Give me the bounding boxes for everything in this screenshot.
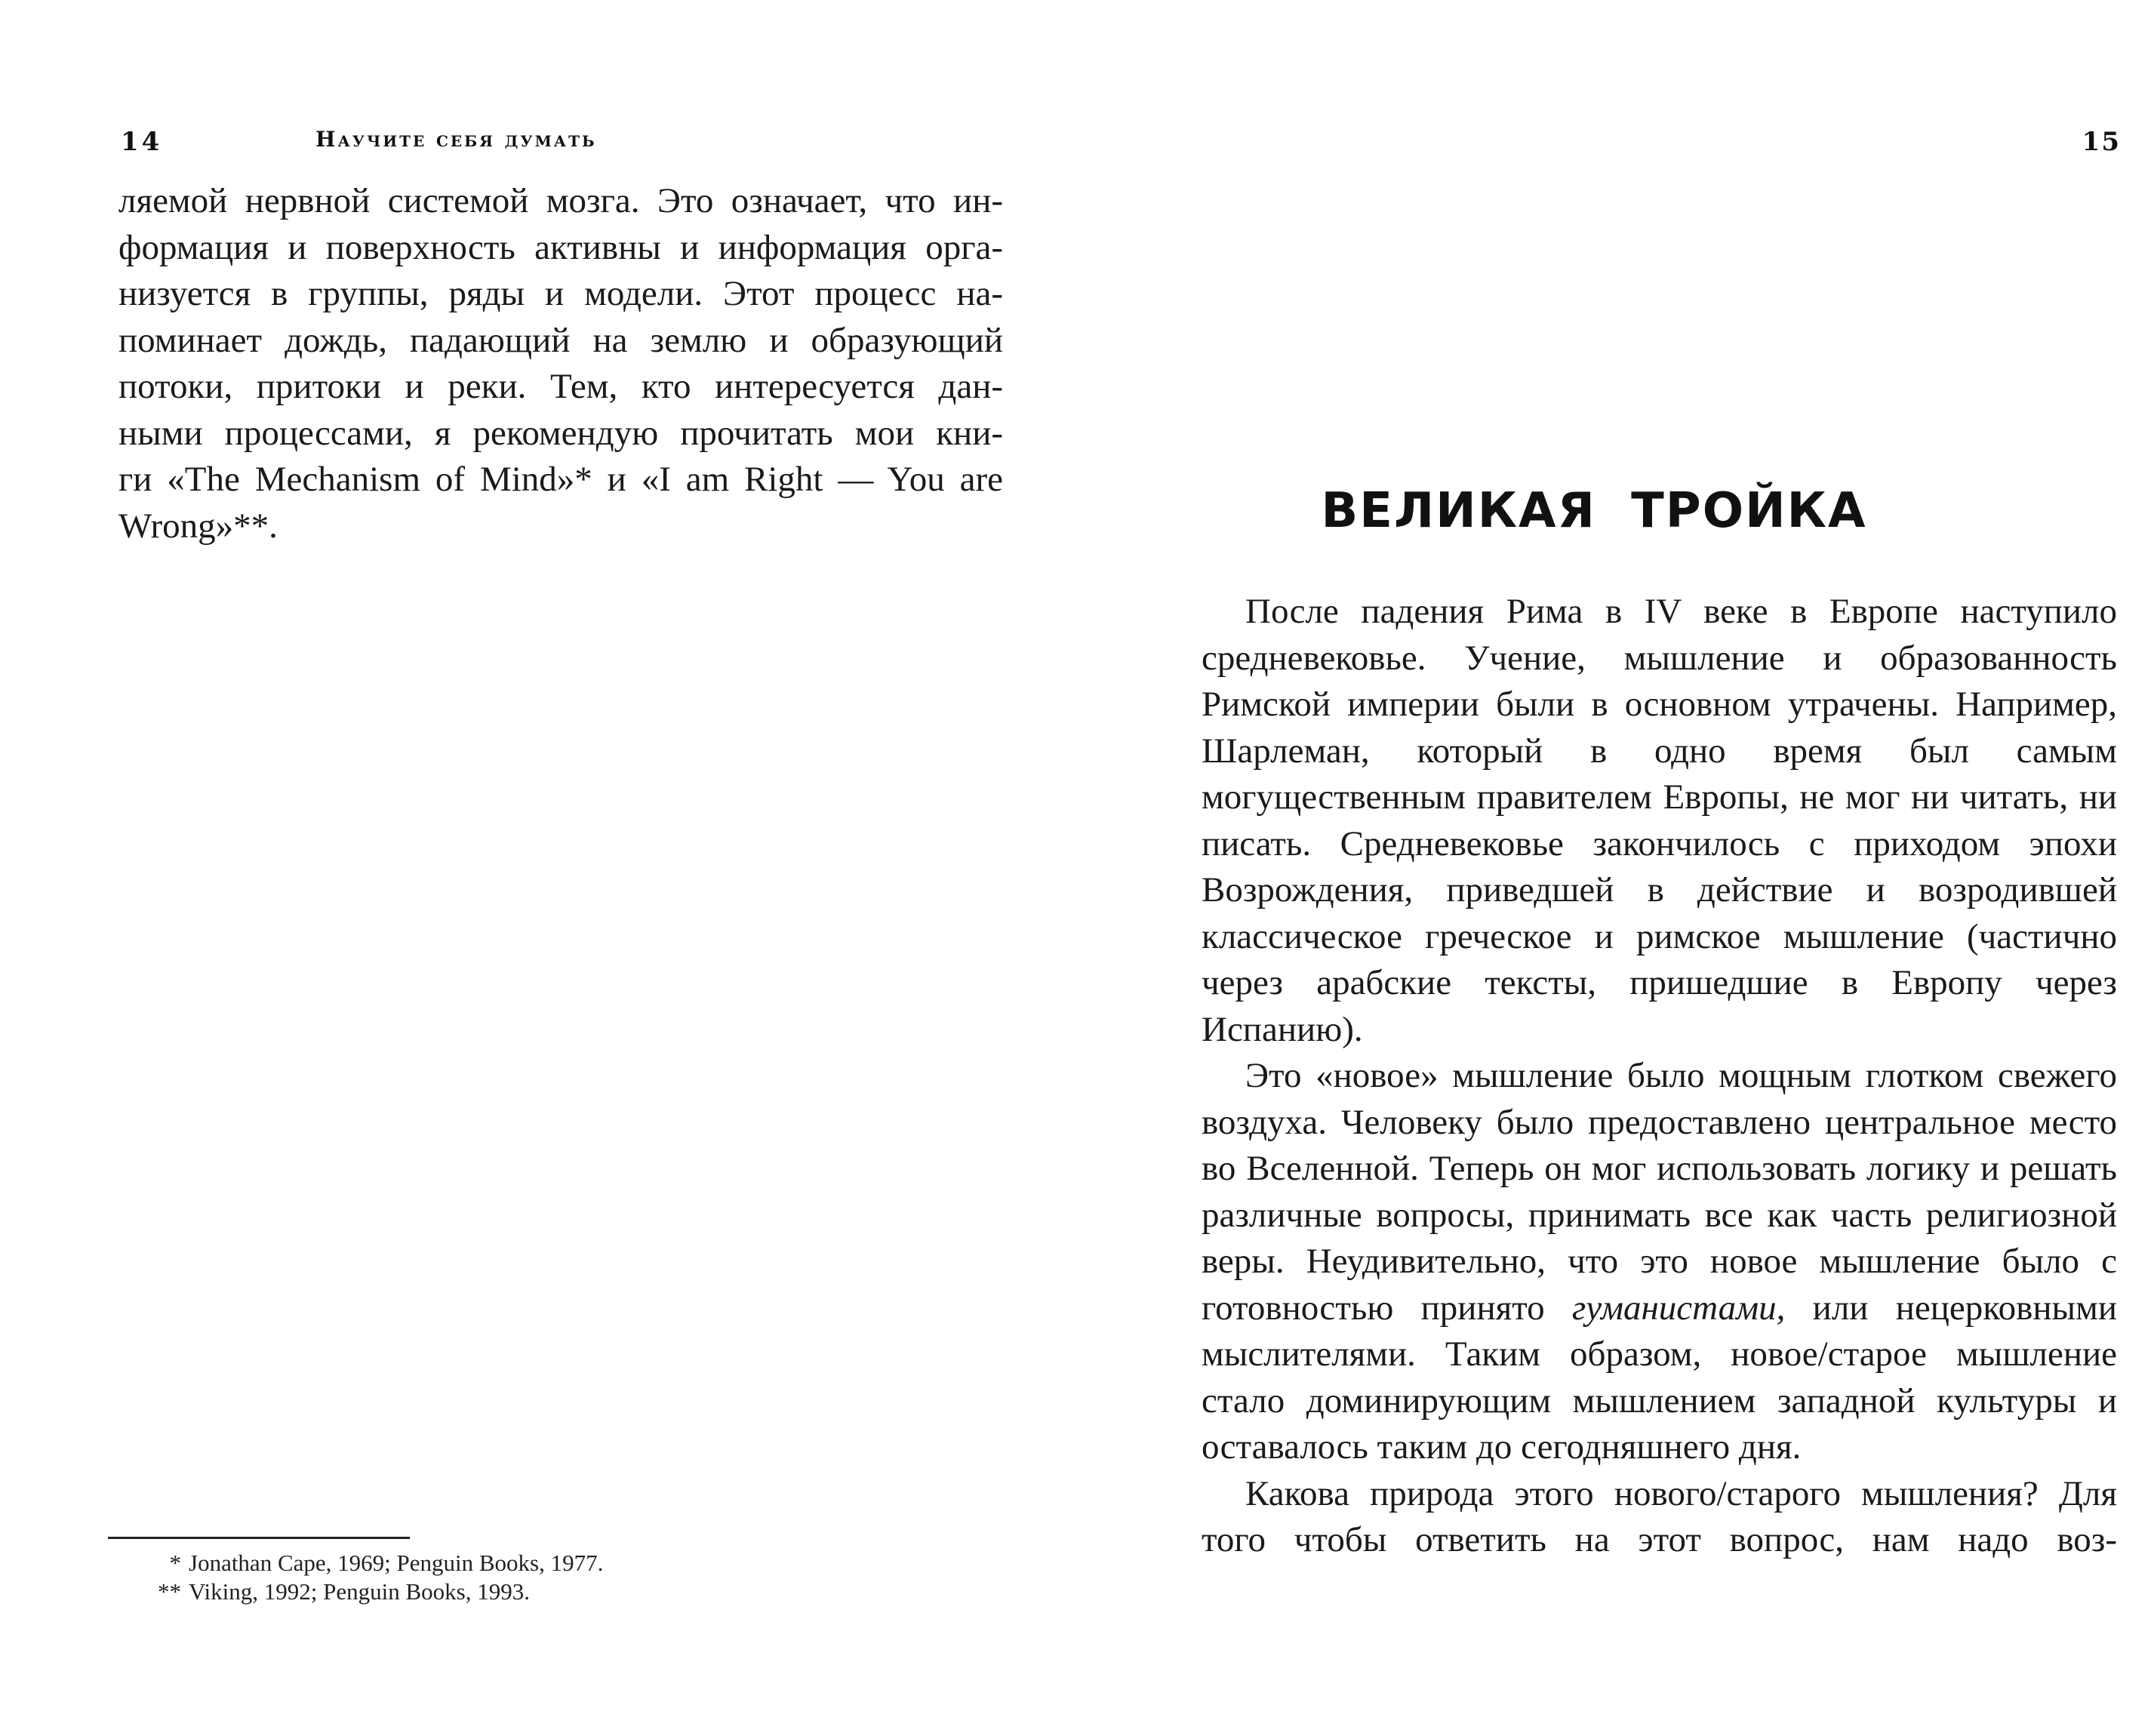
text-line: формация и поверхность активны и информация орга-: [118, 227, 1003, 267]
text-line: Wrong»**.: [118, 506, 278, 546]
page-number-right: 15: [2082, 127, 2121, 157]
footnote-mark: *: [169, 1550, 181, 1576]
text-line: ги «The Mechanism of Mind»* и «I am Right — You are: [118, 460, 1003, 499]
paragraph-3: Какова природа этого нового/старого мышления? Для того чтобы ответить на этот вопрос, нам надо воз-: [1202, 1473, 2117, 1559]
text-line: поминает дождь, падающий на землю и образующий: [118, 320, 1003, 360]
paragraph-2: [1202, 1053, 2117, 1471]
running-title: Научите себя думать: [315, 127, 597, 152]
right-page: [1077, 0, 2154, 1736]
page-number-left: 14: [121, 127, 163, 157]
italic-term: гуманистами,: [1571, 1288, 1786, 1328]
text-line: ляемой нервной системой мозга. Это означает, что ин-: [118, 181, 1003, 220]
left-body-text: [118, 178, 1003, 549]
text-line: низуется в группы, ряды и модели. Этот процесс на-: [118, 274, 1003, 313]
paragraph-2-text-b: или нецерковными мыслителями. Таким образом, новое/старое мышление стало доминирующим мышлением западной культуры и оставалось таким до сегодняшнего дня.: [1202, 1288, 2117, 1467]
chapter-title: ВЕЛИКАЯ ТРОЙКА: [1321, 483, 1867, 539]
paragraph-2-text-a: Это «новое» мышление было мощным глотком свежего воздуха. Человеку было предоставлено центральное место во Вселенной. Теперь он мог использовать логику и решать различные вопросы, принимать все как часть религиозной веры. Неудивительно, что это новое мышление было с готовностью принято: [1202, 1056, 2117, 1328]
footnote-2: [151, 1577, 603, 1606]
text-line: потоки, притоки и реки. Тем, кто интересуется дан-: [118, 367, 1003, 406]
footnote-mark: **: [158, 1578, 181, 1605]
text-line: ными процессами, я рекомендую прочитать мои кни-: [118, 413, 1003, 453]
footnotes: [151, 1549, 603, 1606]
footnote-1: [151, 1549, 603, 1577]
footnote-divider: [108, 1537, 410, 1539]
footnote-text: Viking, 1992; Penguin Books, 1993.: [189, 1578, 530, 1605]
footnote-text: Jonathan Cape, 1969; Penguin Books, 1977.: [189, 1550, 604, 1576]
right-body-text: [1202, 589, 2117, 1564]
paragraph-1: После падения Рима в IV веке в Европе наступило средневековье. Учение, мышление и образованность Римской империи были в основном утрачены. Например, Шарлеман, который в одно время был самым могущественным правителем Европы, не мог ни читать, ни писать. Средневековье закончилось с приходом эпохи Возрождения, приведшей в действие и возродившей классическое греческое и римское мышление (частично через арабские тексты, пришедшие в Европу через Испанию).: [1202, 592, 2117, 1049]
